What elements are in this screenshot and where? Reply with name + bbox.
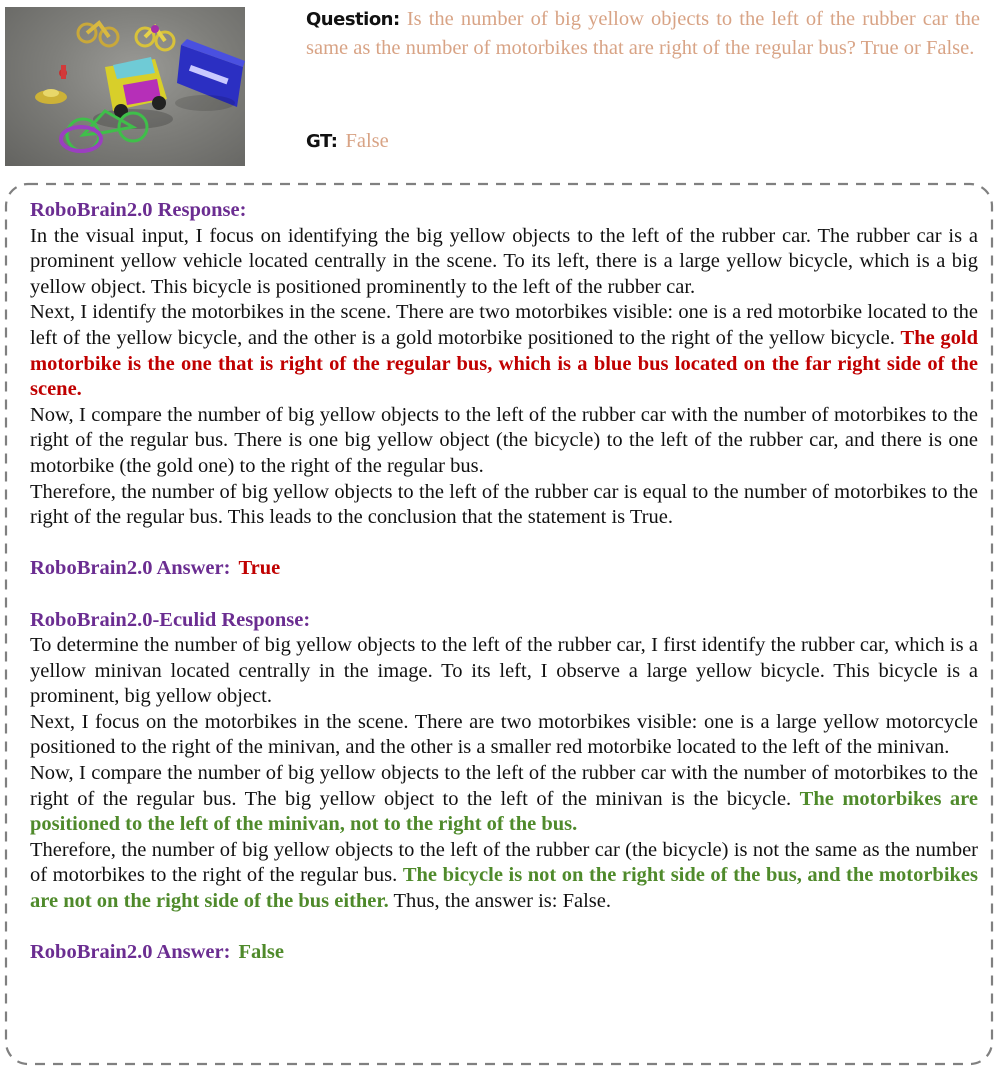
question-text: Is the number of big yellow objects to the left of the rubber car the same as the number of motorbikes that are right of the regular bus? True or False. xyxy=(306,8,980,59)
response1-p2-text: Next, I identify the motorbikes in the scene. There are two motorbikes visible: one is a red motorbike located to the left of the yellow bicycle, and the other is a gold motorbike positioned to the right of the yellow bicycle. xyxy=(30,301,978,349)
response2-answer-value: False xyxy=(238,941,285,964)
response1-header: RoboBrain2.0 Response: xyxy=(30,199,247,221)
gt-value: False xyxy=(345,130,389,152)
response2-p4-tail: Thus, the answer is: False. xyxy=(388,890,611,913)
response1-p2-highlight: The gold motorbike is the one that is right of the regular bus, which is a blue bus located on the far right side of the scene. xyxy=(30,326,978,401)
response2-header: RoboBrain2.0-Eculid Response: xyxy=(30,608,311,631)
gt-label: GT: xyxy=(306,131,338,152)
response2-paragraph-1: To determine the number of big yellow objects to the left of the rubber car, I first identify the rubber car, which is a yellow minivan located centrally in the image. To its left, I observe a large yellow bicycle. This bicycle is a prominent, big yellow object. xyxy=(30,634,978,708)
response1-paragraph-3: Now, I compare the number of big yellow objects to the left of the rubber car with the number of motorbikes to the right of the regular bus. There is one big yellow object (the bicycle) to the left of the rubber car, and there is one motorbike (the gold one) to the right of the regular bus. xyxy=(30,403,978,477)
response1-answer-label: RoboBrain2.0 Answer: xyxy=(30,557,231,580)
response1-paragraph-2 xyxy=(30,300,978,402)
response2-p4-text: Therefore, the number of big yellow objects to the left of the rubber car (the bicycle) is not the same as the number of motorbikes to the right of the regular bus. xyxy=(30,838,978,887)
response2-paragraph-4 xyxy=(30,838,978,915)
response2-p3-highlight: The motorbikes are positioned to the left of the minivan, not to the right of the bus. xyxy=(30,787,978,836)
response1-paragraph-4: Therefore, the number of big yellow objects to the left of the rubber car is equal to the number of motorbikes to the right of the regular bus. This leads to the conclusion that the statement is True. xyxy=(30,480,978,529)
response1-answer xyxy=(30,556,978,582)
response2-p3-text: Now, I compare the number of big yellow objects to the left of the rubber car with the number of motorbikes to the right of the regular bus. The big yellow object to the left of the minivan is the bicycle. xyxy=(30,762,978,810)
response2-p4-highlight: The bicycle is not on the right side of the bus, and the motorbikes are not on the right side of the bus either. xyxy=(30,864,979,913)
response2-paragraph-2: Next, I focus on the motorbikes in the scene. There are two motorbikes visible: one is a large yellow motorcycle positioned to the right of the minivan, and the other is a smaller red motorbike located to the left of the minivan. xyxy=(30,710,978,759)
response2-answer xyxy=(30,940,978,966)
response2-paragraph-3 xyxy=(30,761,978,838)
response1-paragraph-1: In the visual input, I focus on identifying the big yellow objects to the left of the rubber car. The rubber car is a prominent yellow vehicle located centrally in the scene. To its left, there is a large yellow bicycle, which is a big yellow object. This bicycle is positioned prominently to the left of the rubber car. xyxy=(30,224,978,298)
response2-answer-label: RoboBrain2.0 Answer: xyxy=(30,941,231,964)
response-content xyxy=(30,198,978,966)
question-label: Question: xyxy=(306,9,400,30)
response1-answer-value: True xyxy=(238,557,281,580)
